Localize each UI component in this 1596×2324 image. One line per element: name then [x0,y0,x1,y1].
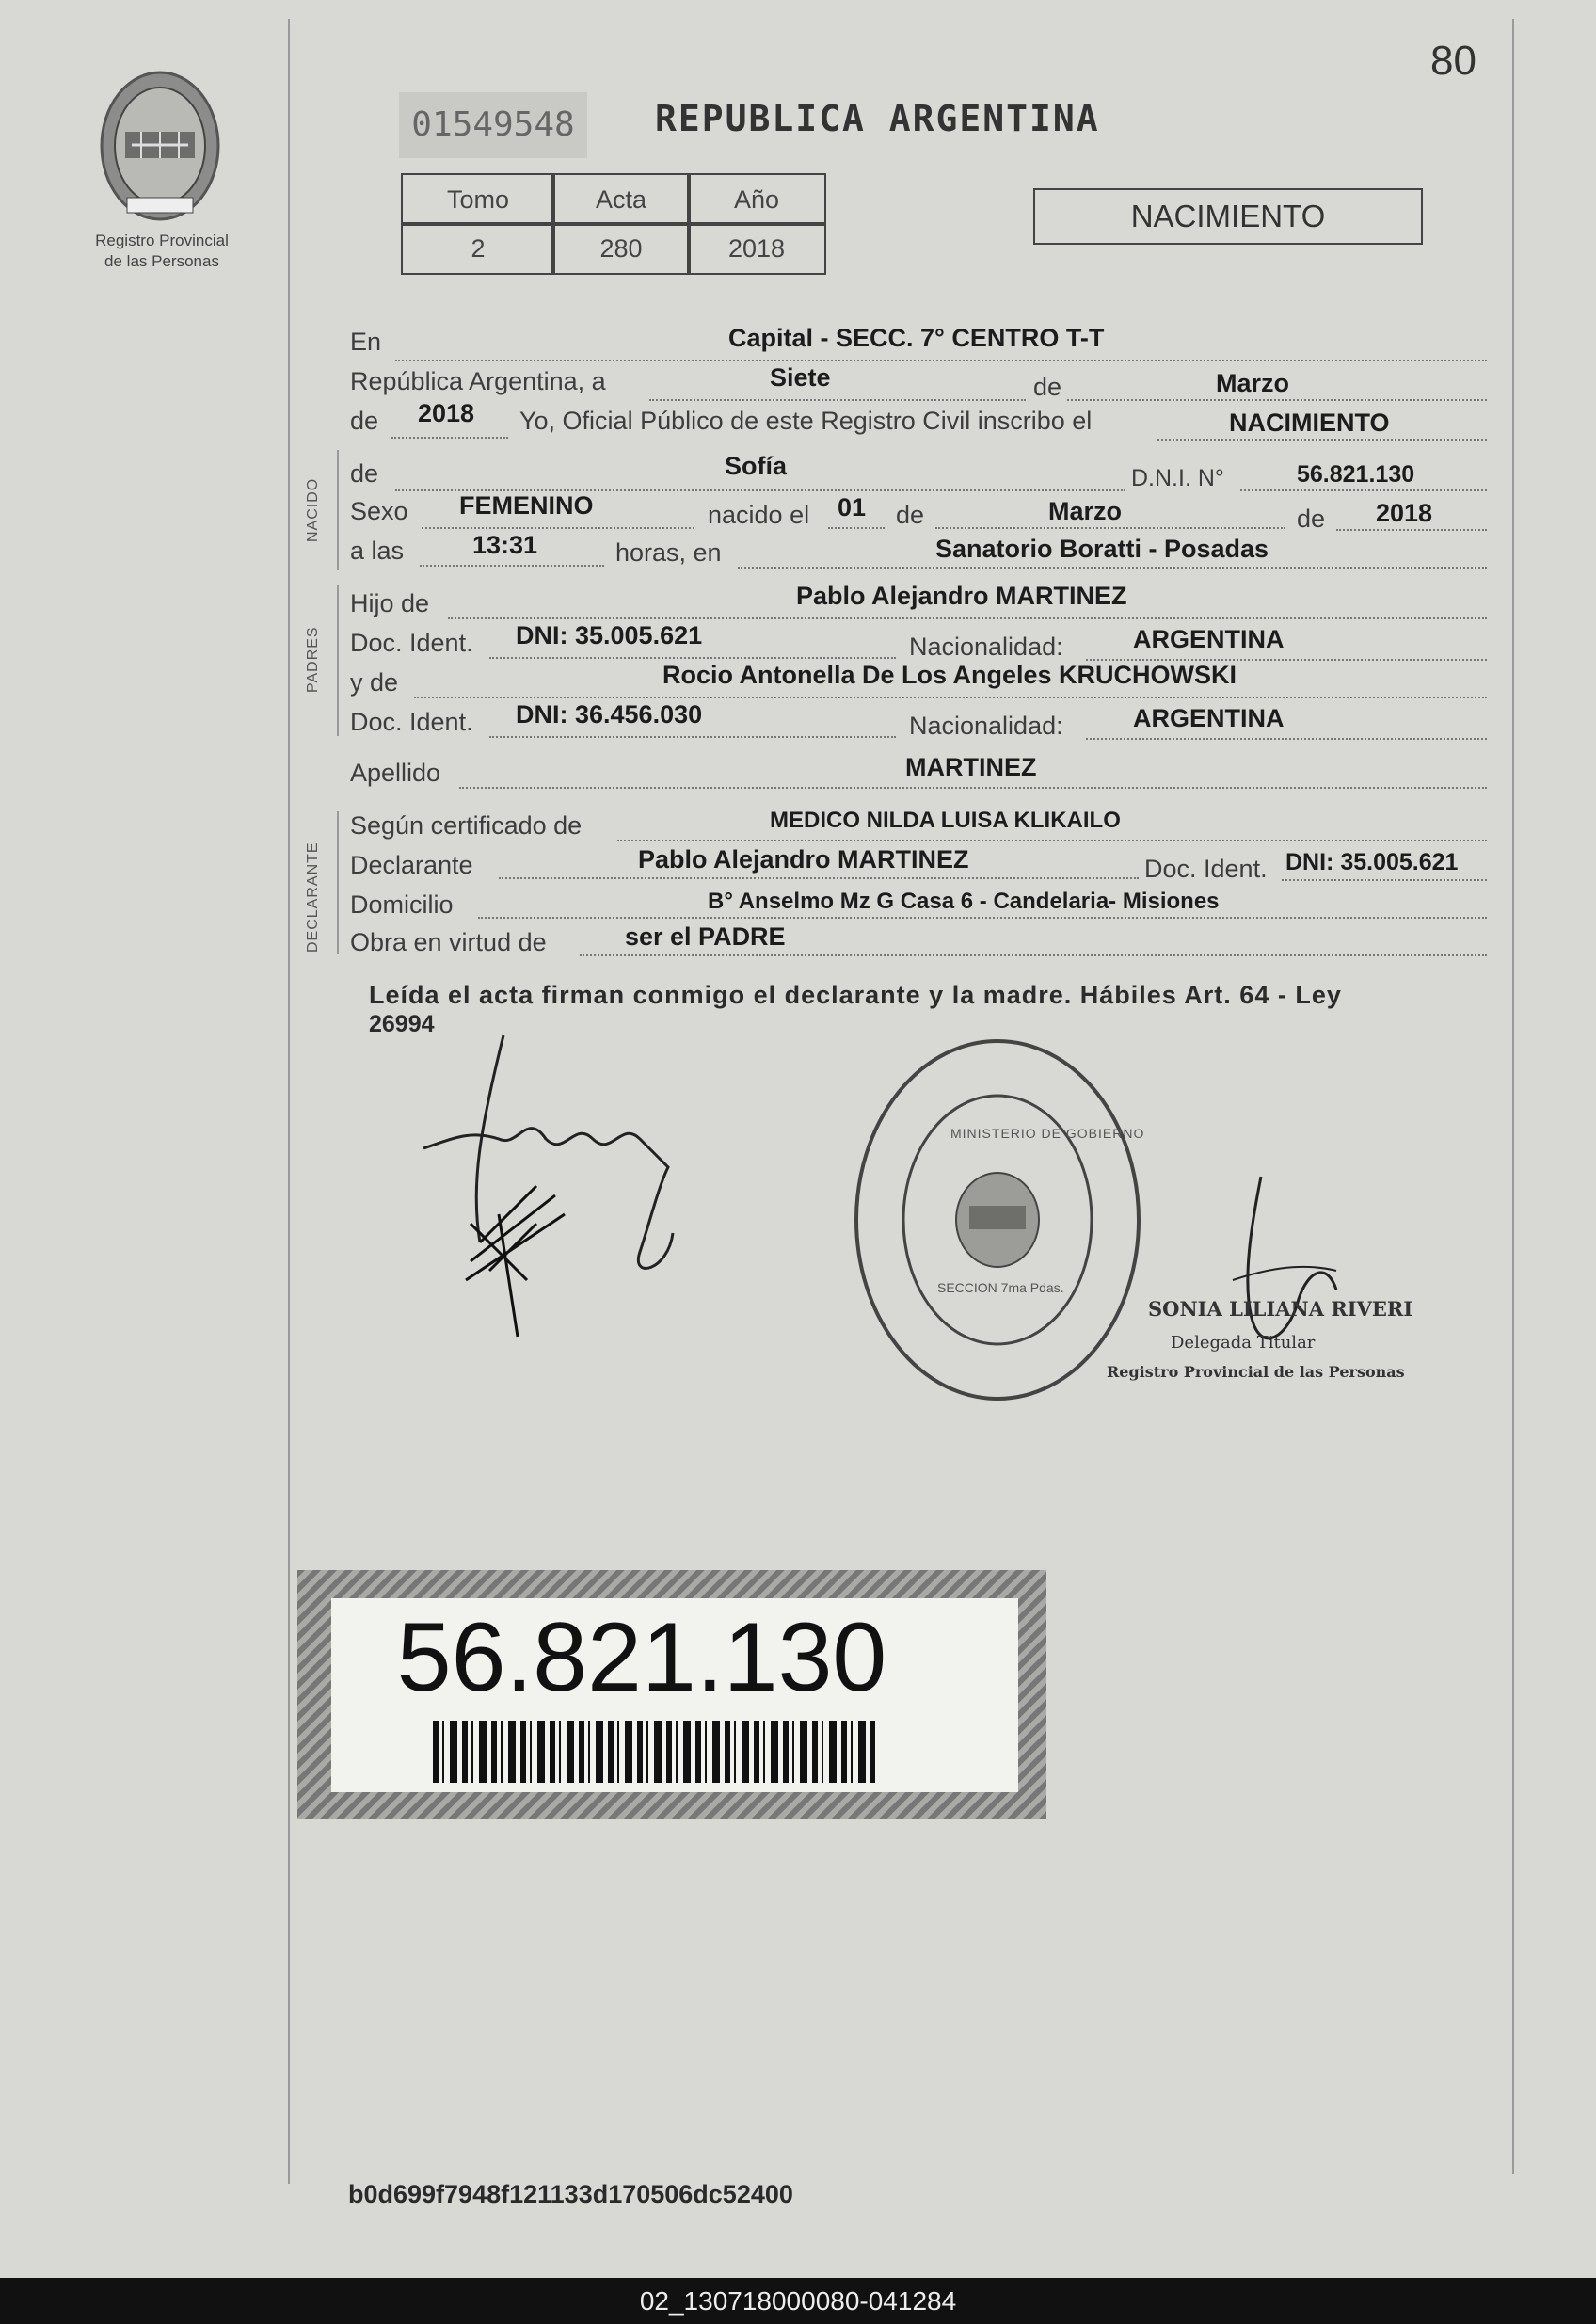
id-label-inner [331,1598,1018,1792]
mother-value: Rocio Antonella De Los Angeles KRUCHOWSKI [662,661,1237,689]
padres-bracket [337,585,339,736]
barcode [433,1721,875,1783]
side-label-declarante: DECLARANTE [305,841,321,953]
obra-label: Obra en virtud de [350,928,547,956]
year-dots [391,437,508,439]
stamp-bottom-text: SECCION 7ma Pdas. [937,1280,1064,1295]
hour-value: 13:31 [472,531,538,559]
birth-month-dots [935,527,1285,529]
hijo-label: Hijo de [350,589,430,617]
segun-value: MEDICO NILDA LUISA KLIKAILO [770,808,1121,833]
id-label [297,1570,1046,1819]
en-dots [395,360,1487,361]
inscribo-value: NACIMIENTO [1229,409,1390,437]
record-type-box: NACIMIENTO [1033,188,1423,245]
table-value-acta: 280 [551,222,691,275]
document-heading: REPUBLICA ARGENTINA [655,98,1100,139]
place-dots [738,567,1487,569]
republica-label: República Argentina, a [350,367,606,395]
inscribo-dots [1157,439,1487,441]
left-margin-line [288,19,290,2184]
dni-label: D.N.I. N° [1131,465,1224,491]
table-header-tomo: Tomo [401,173,555,226]
mother-nat-dots [1086,738,1487,740]
day-dots [649,399,1026,401]
declarante-label: Declarante [350,851,473,879]
month-dots [1067,399,1487,401]
en-value: Capital - SECC. 7° CENTRO T-T [728,324,1105,352]
closing-text-line1: Leída el acta firman conmigo el declarante y la madre. Hábiles Art. 64 - Ley [369,981,1342,1009]
table-value-tomo: 2 [401,222,555,275]
name-value: Sofía [725,452,788,480]
nac-label: Nacionalidad: [909,633,1063,661]
de4-label: de [896,501,925,529]
nac2-label: Nacionalidad: [909,712,1063,740]
obra-value: ser el PADRE [625,922,786,951]
birth-year-value: 2018 [1376,499,1433,527]
declarante-bracket [337,811,339,954]
de-label: de [1033,373,1062,401]
stamp-inner-text: MINISTERIO DE GOBIERNO [950,1126,1145,1141]
declarante-doc-value: DNI: 35.005.621 [1285,849,1459,875]
id-label-number: 56.821.130 [396,1603,887,1712]
father-nat-value: ARGENTINA [1133,625,1285,653]
stamp-outer-text [875,1393,904,1394]
dni-dots [1240,489,1487,491]
sexo-label: Sexo [350,497,408,525]
doc2-label: Doc. Ident. [350,708,473,736]
father-doc-dots [489,657,896,659]
nacido-label: nacido el [708,501,810,529]
declarante-value: Pablo Alejandro MARTINEZ [638,845,969,874]
year-value: 2018 [418,399,475,427]
official-title: Delegada Titular [1171,1333,1316,1353]
segun-label: Según certificado de [350,811,583,840]
logo-caption-line1: Registro Provincial [95,232,229,249]
birth-year-dots [1336,529,1487,531]
sexo-dots [422,527,694,529]
page-number: 80 [1430,38,1476,84]
registry-logo [89,66,231,226]
side-label-padres: PADRES [305,626,321,693]
domicilio-value: B° Anselmo Mz G Casa 6 - Candelaria- Misiones [708,889,1220,914]
de5-label: de [1297,505,1326,533]
footer-bar: 02_130718000080-041284 [0,2278,1596,2324]
mother-doc-value: DNI: 36.456.030 [516,700,703,729]
domicilio-dots [478,917,1487,919]
a-las-label: a las [350,537,405,565]
hour-dots [420,565,604,567]
mother-nat-value: ARGENTINA [1133,704,1285,732]
mother-doc-dots [489,736,896,738]
closing-text-line2: 26994 [369,1011,435,1037]
apellido-dots [459,787,1487,789]
serial-number: 01549548 [399,92,587,158]
right-margin-line [1512,19,1514,2174]
declarante-doc-dots [1282,879,1487,881]
table-header-acta: Acta [551,173,691,226]
declarante-dots [499,877,1139,879]
nacido-bracket [337,450,339,570]
table-header-ano: Año [687,173,826,226]
table-value-ano: 2018 [687,222,826,275]
coat-of-arms-icon [89,66,231,226]
birth-day-value: 01 [838,493,867,521]
official-office: Registro Provincial de las Personas [1107,1363,1405,1381]
sexo-value: FEMENINO [459,491,594,520]
domicilio-label: Domicilio [350,890,454,919]
oficial-text: Yo, Oficial Público de este Registro Civil inscribo el [519,407,1093,435]
horas-label: horas, en [615,538,722,567]
official-name: SONIA LILIANA RIVERI [1148,1297,1413,1321]
yde-label: y de [350,668,399,697]
obra-dots [580,954,1487,956]
de3-label: de [350,459,379,488]
declarante-signature [414,998,715,1374]
document-hash: b0d699f7948f121133d170506dc52400 [348,2180,793,2208]
doc3-label: Doc. Ident. [1144,855,1268,883]
father-dots [448,617,1487,619]
segun-dots [617,840,1487,841]
registry-stamp [847,1032,1148,1408]
dni-value: 56.821.130 [1297,461,1415,488]
mother-dots [414,697,1487,698]
apellido-label: Apellido [350,759,441,787]
month-value: Marzo [1216,369,1290,397]
place-value: Sanatorio Boratti - Posadas [935,535,1269,563]
birth-month-value: Marzo [1048,497,1123,525]
en-label: En [350,328,382,356]
apellido-value: MARTINEZ [905,753,1037,781]
birth-day-dots [828,527,885,529]
father-doc-value: DNI: 35.005.621 [516,621,703,649]
doc-label: Doc. Ident. [350,629,473,657]
father-value: Pablo Alejandro MARTINEZ [796,582,1127,610]
logo-caption-line2: de las Personas [104,252,219,270]
side-label-nacido: NACIDO [305,477,321,542]
de2-label: de [350,407,379,435]
day-value: Siete [770,363,831,392]
